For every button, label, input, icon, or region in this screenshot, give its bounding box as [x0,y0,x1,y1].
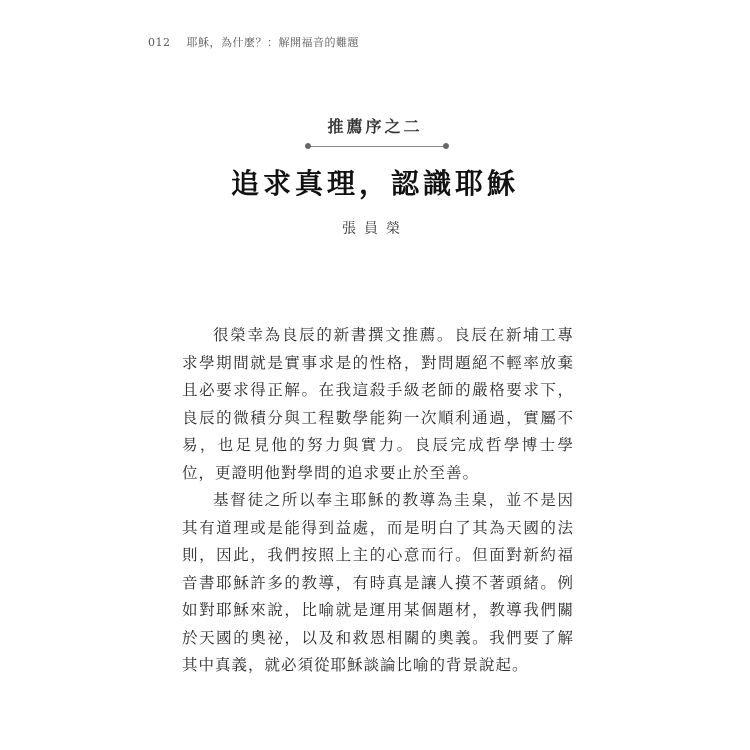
book-title: 耶穌，為什麼？：解開福音的難題 [186,36,359,49]
ornamental-divider [308,146,446,147]
section-label: 推薦序之二 [327,117,423,136]
paragraph: 很榮幸為良辰的新書撰文推薦。良辰在新埔工專求學期間就是實事求是的性格，對問題絕不輕率放棄且必要求得正解。在我這殺手級老師的嚴格要求下，良辰的微積分與工程數學能夠一次順利通過，實屬不易，也足見他的努力與實力。良辰完成哲學博士學位，更證明他對學問的追求要止於至善。 [182,326,574,482]
chapter-title: 追求真理，認識耶穌 [230,167,519,200]
running-header [148,34,359,50]
body-text [182,322,574,680]
author-name: 張員榮 [342,221,408,237]
paragraph: 基督徒之所以奉主耶穌的教導為圭臬，並不是因其有道理或是能得到益處，而是明白了其為天國的法則，因此，我們按照上主的心意而行。但面對新約福音書耶穌許多的教導，有時真是讓人摸不著頭緒。例如對耶穌來說，比喻就是運用某個題材，教導我們關於天國的奧祕，以及和救恩相關的奧義。我們要了解其中真義，就必須從耶穌談論比喻的背景說起。 [182,491,574,674]
page-number: 012 [148,36,171,49]
